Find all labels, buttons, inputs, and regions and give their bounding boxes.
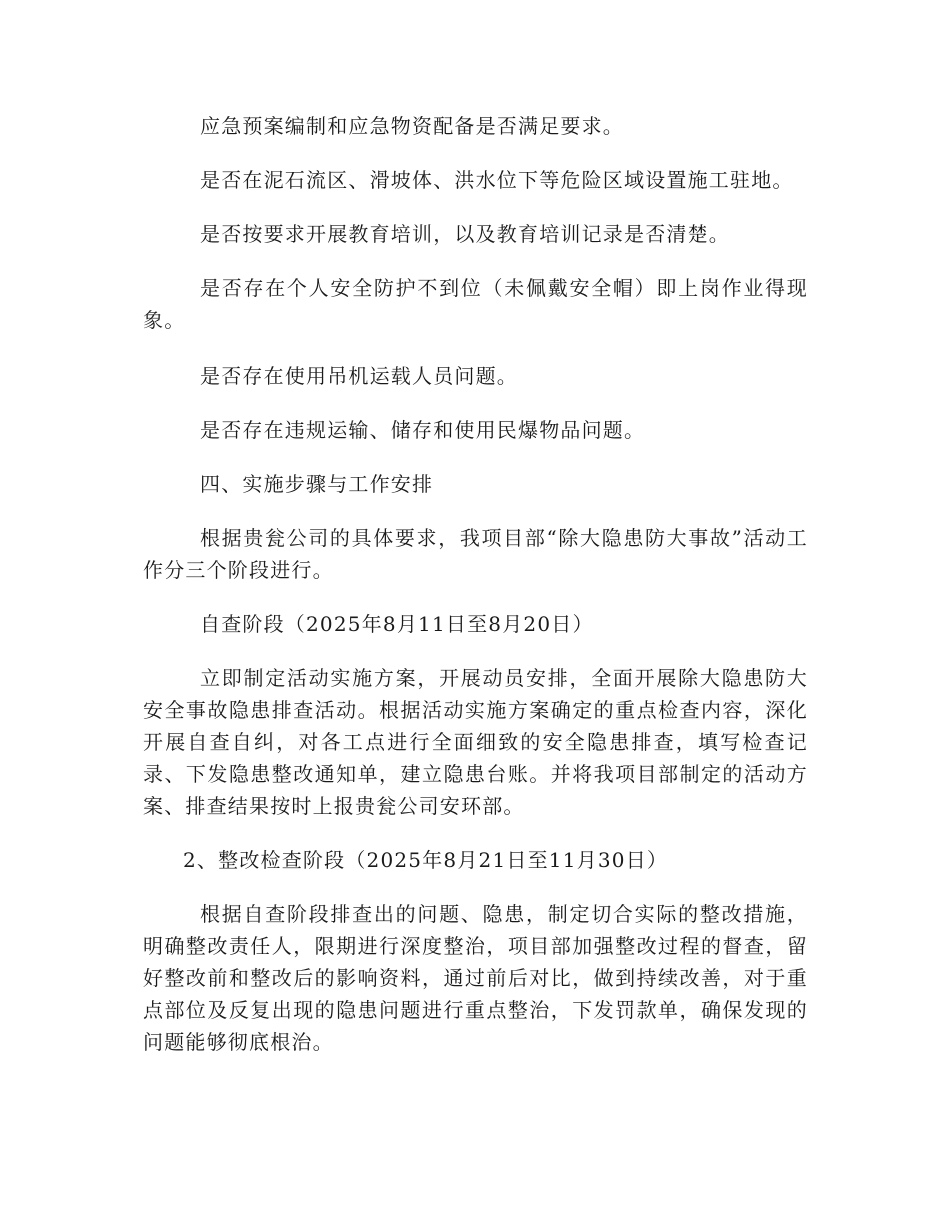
subheading-rectification: 2、整改检查阶段（2025年8月21日至11月30日） xyxy=(183,848,669,872)
paragraph-danger-zone: 是否在泥石流区、滑坡体、洪水位下等危险区域设置施工驻地。 xyxy=(200,168,794,192)
subheading-self-check: 自查阶段（2025年8月11日至8月20日） xyxy=(200,612,594,636)
paragraph-self-check-body: 立即制定活动实施方案，开展动员安排，全面开展除大隐患防大安全事故隐患排查活动。根据活动实施方案确定的重点检查内容，深化开展自查自纠，对各工点进行全面细致的安全隐患排查，填写检查记录、下发隐患整改通知单，建立隐患台账。并将我项目部制定的活动方案、排查结果按时上报贵瓮公司安环部。 xyxy=(143,666,808,818)
paragraph-crane: 是否存在使用吊机运载人员问题。 xyxy=(200,364,518,388)
paragraph-emergency-plan: 应急预案编制和应急物资配备是否满足要求。 xyxy=(200,114,624,138)
paragraph-rectification-body: 根据自查阶段排查出的问题、隐患，制定切合实际的整改措施，明确整改责任人，限期进行深度整治，项目部加强整改过程的督查，留好整改前和整改后的影响资料，通过前后对比，做到持续改善，对于重点部位及反复出现的隐患问题进行重点整治，下发罚款单，确保发现的问题能够彻底根治。 xyxy=(143,902,808,1054)
paragraph-training: 是否按要求开展教育培训，以及教育培训记录是否清楚。 xyxy=(200,222,730,246)
paragraph-protection: 是否存在个人安全防护不到位（未佩戴安全帽）即上岗作业得现象。 xyxy=(143,276,808,332)
document-page xyxy=(143,110,808,1058)
section-heading-steps: 四、实施步骤与工作安排 xyxy=(200,472,434,496)
paragraph-phases-intro: 根据贵瓮公司的具体要求，我项目部“除大隐患防大事故”活动工作分三个阶段进行。 xyxy=(143,526,808,582)
paragraph-explosives: 是否存在违规运输、储存和使用民爆物品问题。 xyxy=(200,418,646,442)
